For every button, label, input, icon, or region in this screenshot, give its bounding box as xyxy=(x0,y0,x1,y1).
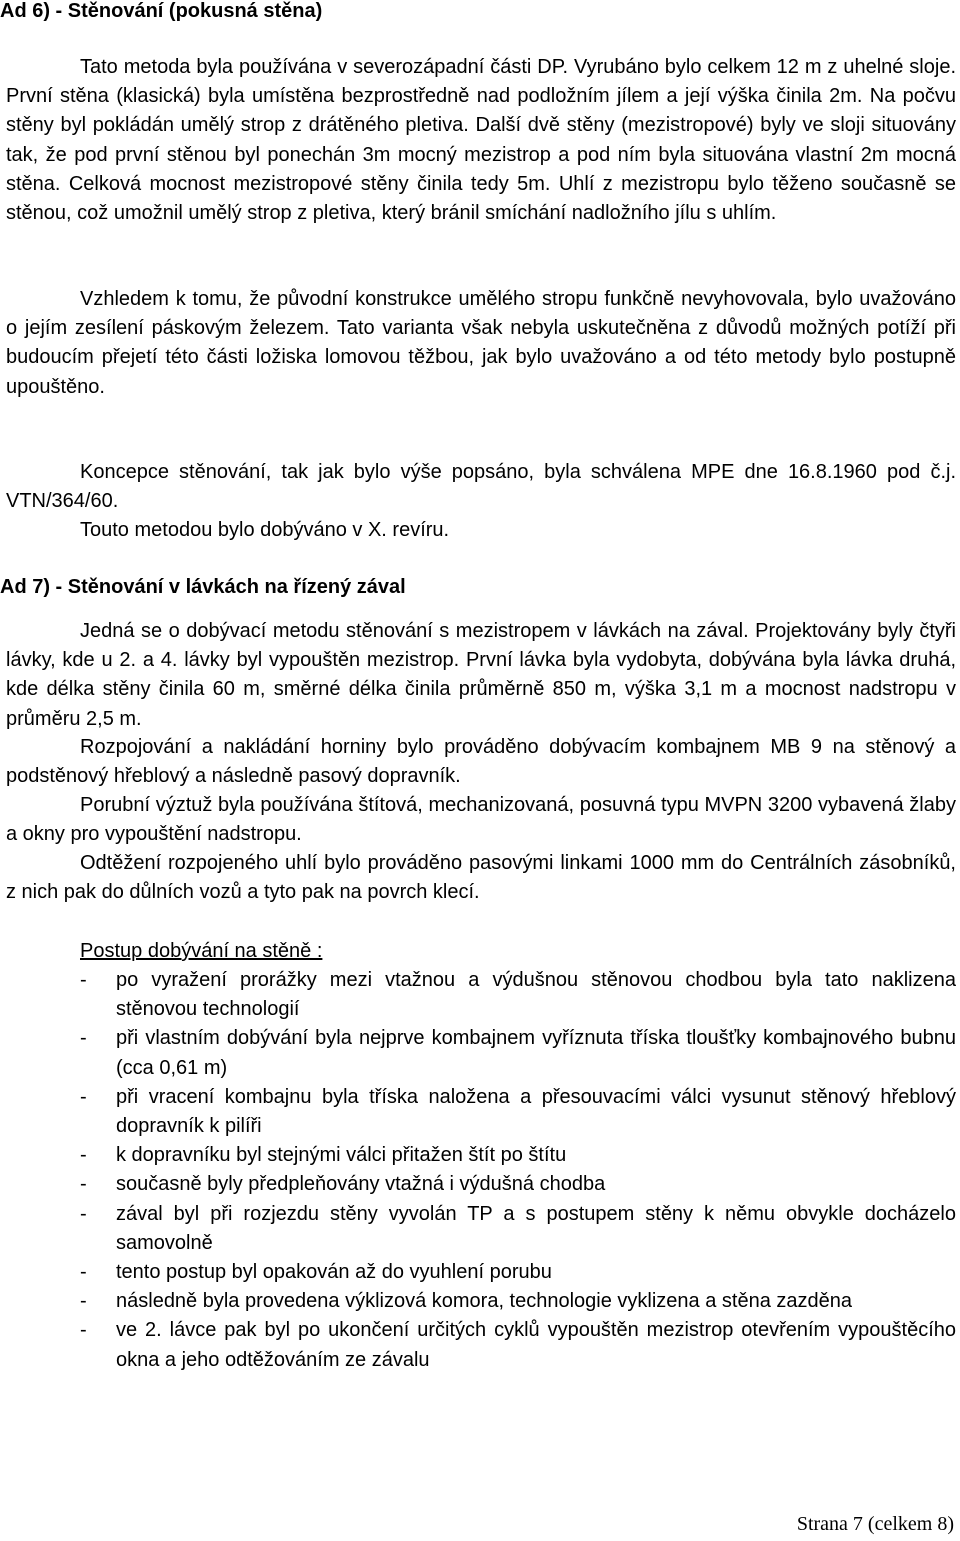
list-item: - současně byly předpleňovány vtažná i výdušná chodba xyxy=(80,1173,606,1196)
list-item: - při vlastním dobývání byla nejprve kombajnem vyříznuta tříska tloušťky kombajnového bubnu (cca 0,61 m) xyxy=(80,1027,956,1079)
list-item: - po vyražení prorážky mezi vtažnou a výdušnou stěnovou chodbou byla tato naklizena stěnovou technologií xyxy=(80,969,956,1021)
section-7-paragraph-1: Jedná se o dobývací metodu stěnování s mezistropem v lávkách na zával. Projektovány byly čtyři lávky, kde u 2. a 4. lávky byl vypouštěn mezistrop. První lávka byla vydobyta, dobývána byla lávka druhá, kde délka stěny činila 60 m, směrné délka činila průměrně 850 m, výška 3,1 m a mocnost nadstropu v průměru 2,5 m. xyxy=(6,620,956,730)
section-7-paragraph-3: Porubní výztuž byla používána štítová, mechanizovaná, posuvná typu MVPN 3200 vybavená žlaby a okny pro vypouštění nadstropu. xyxy=(6,794,956,846)
list-item: - k dopravníku byl stejnými válci přitažen štít po štítu xyxy=(80,1144,567,1167)
section-6-line-4: Touto metodou bylo dobýváno v X. revíru. xyxy=(80,519,450,541)
section-6-paragraph-3: Koncepce stěnování, tak jak bylo výše popsáno, byla schválena MPE dne 16.8.1960 pod č.j. VTN/364/60. xyxy=(6,461,956,513)
list-item: - ve 2. lávce pak byl po ukončení určitých cyklů vypouštěn mezistrop otevřením vypouštěcího okna a jeho odtěžováním ze závalu xyxy=(80,1319,956,1371)
procedure-subheading: Postup dobývání na stěně : xyxy=(80,940,323,962)
list-item: - následně byla provedena výklizová komora, technologie vyklizena a stěna zazděna xyxy=(80,1290,853,1313)
section-7-paragraph-4: Odtěžení rozpojeného uhlí bylo prováděno pasovými linkami 1000 mm do Centrálních zásobníků, z nich pak do důlních vozů a tyto pak na povrch klecí. xyxy=(6,852,956,904)
list-item: - zával byl při rozjezdu stěny vyvolán TP a s postupem stěny k němu obvykle docházelo samovolně xyxy=(80,1202,956,1254)
procedure-list xyxy=(6,966,956,1375)
list-item: - při vracení kombajnu byla tříska naložena a přesouvacími válci vysunut stěnový hřeblový dopravník k pilíři xyxy=(80,1085,956,1138)
list-item: - tento postup byl opakován až do vyuhlení porubu xyxy=(80,1261,552,1284)
section-7-heading: Ad 7) - Stěnování v lávkách na řízený zával xyxy=(0,576,406,598)
section-6-heading: Ad 6) - Stěnování (pokusná stěna) xyxy=(0,0,323,22)
page-number-footer: Strana 7 (celkem 8) xyxy=(796,1513,954,1535)
section-6-paragraph-2: Vzhledem k tomu, že původní konstrukce umělého stropu funkčně nevyhovovala, bylo uvažováno o jejím zesílení páskovým železem. Tato varianta však nebyla uskutečněna z důvodů možných potíží při budoucím přejetí této části ložiska lomovou těžbou, jak bylo uvažováno a od této metody bylo postupně upouštěno. xyxy=(6,288,956,398)
section-7-paragraph-2: Rozpojování a nakládání horniny bylo prováděno dobývacím kombajnem MB 9 na stěnový a podstěnový hřeblový a následně pasový dopravník. xyxy=(6,736,956,788)
section-6-paragraph-1: Tato metoda byla používána v severozápadní části DP. Vyrubáno bylo celkem 12 m z uhelné sloje. První stěna (klasická) byla umístěna bezprostředně nad podložním jílem a její výška činila 2m. Na počvu stěny byl pokládán umělý strop z drátěného pletiva. Další dvě stěny (mezistropové) byly ve sloji situovány tak, že pod první stěnou byl ponechán 3m mocný mezistrop a pod ním byla situována vlastní 2m mocná stěna. Celková mocnost mezistropové stěny činila tedy 5m. Uhlí z mezistropu bylo těženo současně se stěnou, což umožnil umělý strop z pletiva, který bránil smíchání nadložního jílu s uhlím. xyxy=(6,56,956,225)
